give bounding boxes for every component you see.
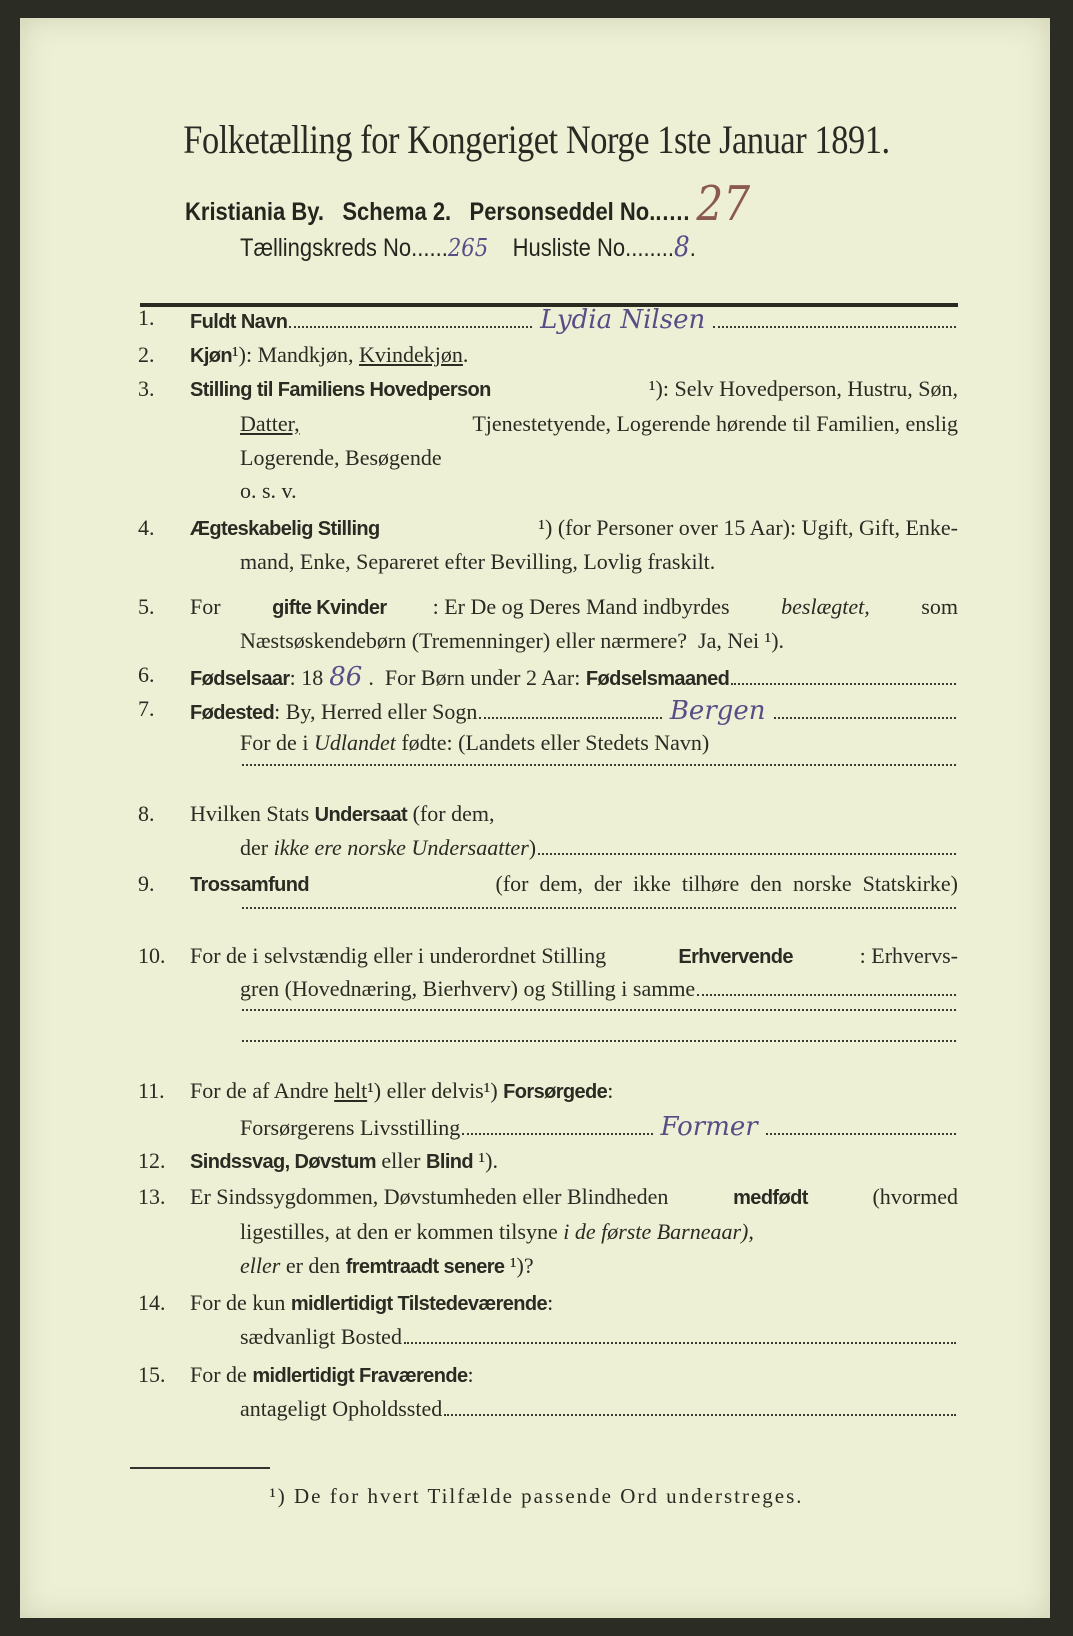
field-text: som (915, 594, 958, 619)
field-text: antageligt Opholdssted (240, 1396, 443, 1421)
field-text: o. s. v. (240, 478, 297, 503)
item-number: 6. (138, 662, 155, 687)
field-text: . (462, 342, 469, 367)
form-line (0, 1396, 1073, 1426)
line-body (190, 305, 958, 335)
form-line (0, 411, 1073, 441)
line-body (240, 1009, 958, 1016)
dotted-answer-line (404, 1342, 956, 1344)
field-label: Forsørgede (503, 1081, 608, 1103)
line-body (240, 1396, 958, 1422)
kreds-value: 265 (447, 234, 489, 262)
form-line (0, 342, 1073, 372)
line-body (240, 1112, 958, 1142)
form-line (0, 594, 1073, 624)
form-line (0, 943, 1073, 973)
form-line (0, 478, 1073, 508)
field-text: ¹): Selv Hovedperson, Hustru, Søn, (648, 376, 958, 401)
field-text: For de kun (190, 1290, 291, 1315)
line-body (240, 907, 958, 914)
field-label: medfødt (733, 1187, 808, 1209)
item-number: 2. (138, 342, 155, 367)
item-number: 12. (138, 1148, 166, 1173)
dotted-answer-line (289, 326, 532, 328)
field-text: ligestilles, at den er kommen tilsyne (240, 1219, 564, 1244)
header-line-1: Kristiania By. Schema 2. Personseddel No...... 27 (185, 176, 751, 232)
field-text: ¹): Mandkjøn, (232, 342, 360, 367)
field-text: : (467, 1362, 474, 1387)
dotted-answer-line (479, 717, 661, 719)
field-text: der (240, 835, 274, 860)
field-text: i de første Barneaar), (563, 1219, 754, 1244)
item-number: 8. (138, 801, 155, 826)
form-line (0, 1290, 1073, 1320)
field-text: ) (528, 835, 537, 860)
field-text: : (547, 1290, 554, 1315)
dotted-answer-line (697, 994, 956, 996)
field-label: midlertidigt Tilstedeværende (290, 1293, 548, 1315)
footnote-divider (130, 1467, 270, 1469)
field-text: (for dem, der ikke tilhøre den norske Statskirke) (484, 871, 958, 896)
form-line (0, 549, 1073, 579)
form-line (0, 801, 1073, 831)
line-body (240, 445, 958, 471)
item-number: 5. (138, 594, 155, 619)
husliste-value: 8 (674, 230, 690, 263)
line-body (190, 801, 958, 827)
form-line (0, 305, 1073, 335)
field-text: Logerende, Besøgende (240, 445, 442, 470)
field-label: Fødselsmaaned (585, 668, 730, 690)
dotted-answer-line (766, 1133, 956, 1135)
field-text: ¹) (for Personer over 15 Aar): Ugift, Gift, Enke- (538, 515, 958, 540)
form-line (0, 445, 1073, 475)
dotted-answer-line (444, 1414, 956, 1416)
form-line (0, 1324, 1073, 1354)
form-line (0, 696, 1073, 726)
personseddel-value: 27 (696, 176, 751, 232)
field-text: : 18 (289, 665, 324, 690)
item-number: 1. (138, 305, 155, 330)
field-label: Fødselsaar (190, 668, 290, 690)
handwritten-answer: Bergen (669, 696, 766, 726)
field-text: er den (280, 1253, 346, 1278)
line-body (240, 1324, 958, 1350)
field-label: Trossamfund (190, 874, 309, 896)
field-text: Er Sindssygdommen, Døvstumheden eller Blindheden (190, 1184, 674, 1209)
line-body (190, 1362, 958, 1388)
field-label: Fødested (190, 702, 275, 724)
field-label: Sindssvag, Døvstum (190, 1151, 376, 1173)
field-text: mand, Enke, Separeret efter Bevilling, Lovlig fraskilt. (240, 549, 716, 574)
field-text: fødte: (Landets eller Stedets Navn) (395, 730, 710, 755)
form-line (0, 1253, 1073, 1283)
line-body (190, 594, 958, 620)
field-label: Fuldt Navn (190, 311, 288, 333)
dotted-answer-line (731, 683, 956, 685)
field-text: For de (190, 1362, 253, 1387)
line-body (240, 1040, 958, 1047)
field-text: Datter, (240, 411, 300, 436)
item-number: 14. (138, 1290, 166, 1315)
field-text: Forsørgerens Livsstilling (240, 1115, 461, 1140)
dotted-answer-line (242, 1009, 956, 1011)
line-body (190, 515, 958, 541)
field-text: For (190, 594, 227, 619)
line-body (190, 943, 958, 969)
item-number: 10. (138, 943, 166, 968)
field-label: gifte Kvinder (272, 597, 387, 619)
field-text: gren (Hovednæring, Bierhverv) og Stilling i samme (240, 976, 696, 1001)
field-text: sædvanligt Bosted (240, 1324, 402, 1349)
line-body (240, 835, 958, 861)
line-body (240, 549, 958, 575)
field-text: Udlandet (313, 730, 396, 755)
line-body (240, 1253, 958, 1279)
personseddel-label: Personseddel No. (469, 198, 656, 226)
field-text: For de af Andre (190, 1078, 335, 1103)
footnote: ¹) De for hvert Tilfælde passende Ord understreges. (269, 1484, 804, 1508)
item-number: 15. (138, 1362, 166, 1387)
field-text: eller (375, 1148, 427, 1173)
field-text: : Er De og Deres Mand indbyrdes (432, 594, 736, 619)
dotted-answer-line (713, 326, 956, 328)
field-text: : (607, 1078, 614, 1103)
item-number: 11. (138, 1078, 165, 1103)
schema-label: Schema 2. (342, 198, 452, 226)
item-number: 7. (138, 696, 155, 721)
dotted-answer-line (242, 907, 956, 909)
item-number: 9. (138, 871, 155, 896)
line-body (190, 1184, 958, 1210)
form-line (0, 1009, 1073, 1039)
field-text: ¹) eller delvis¹) (367, 1078, 504, 1103)
dotted-answer-line (538, 853, 956, 855)
header-line-2: Tællingskreds No......265 Husliste No........8. (240, 230, 696, 263)
form-line (0, 1112, 1073, 1142)
form-line (0, 1148, 1073, 1178)
item-number: 3. (138, 376, 155, 401)
handwritten-answer: Lydia Nilsen (540, 305, 706, 335)
field-text: For de i selvstændig eller i underordnet Stilling (190, 943, 612, 968)
form-title: Folketælling for Kongeriget Norge 1ste Januar 1891. (183, 117, 890, 162)
handwritten-answer: 86 (329, 662, 363, 692)
form-line (0, 730, 1073, 760)
field-label: Stilling til Familiens Hovedperson (190, 379, 491, 401)
line-body (190, 1148, 958, 1174)
line-body (240, 478, 958, 504)
field-text: ¹). (473, 1148, 498, 1173)
form-line (0, 628, 1073, 658)
line-body (190, 1290, 958, 1316)
line-body (190, 662, 958, 692)
field-text: ¹)? (504, 1253, 534, 1278)
line-body (240, 411, 958, 437)
field-text: (hvormed (866, 1184, 958, 1209)
form-line (0, 764, 1073, 794)
field-text: Næstsøskendebørn (Tremenninger) eller nærmere? Ja, Nei ¹). (240, 628, 785, 653)
form-line (0, 662, 1073, 692)
field-label: midlertidigt Fraværende (252, 1365, 468, 1387)
dotted-answer-line (774, 717, 956, 719)
field-text: : Erhvervs- (859, 943, 958, 968)
line-body (190, 342, 958, 368)
field-text: Hvilken Stats (190, 801, 315, 826)
husliste-label: Husliste No. (512, 234, 632, 262)
form-line (0, 376, 1073, 406)
field-label: Undersaat (314, 804, 408, 826)
line-body (190, 696, 958, 726)
form-line (0, 1184, 1073, 1214)
field-label: Ægteskabelig Stilling (190, 518, 380, 540)
field-label: Erhvervende (678, 946, 793, 968)
form-line (0, 835, 1073, 865)
form-line (0, 1078, 1073, 1108)
form-line (0, 907, 1073, 937)
line-body (240, 1219, 958, 1245)
line-body (190, 1078, 958, 1104)
line-body (190, 871, 958, 897)
form-line (0, 515, 1073, 545)
field-label: Kjøn (190, 345, 233, 367)
field-text: For de i (240, 730, 314, 755)
field-label: Blind (426, 1151, 474, 1173)
dotted-answer-line (242, 764, 956, 766)
form-line (0, 1040, 1073, 1070)
item-number: 13. (138, 1184, 166, 1209)
line-body (240, 976, 958, 1002)
field-text: ikke ere norske Undersaatter (273, 835, 529, 860)
item-number: 4. (138, 515, 155, 540)
field-text: helt (334, 1078, 368, 1103)
kreds-label: Tællingskreds No. (240, 234, 418, 262)
field-label: fremtraadt senere (345, 1256, 505, 1278)
form-line (0, 976, 1073, 1006)
field-text: (for dem, (407, 801, 495, 826)
field-text: Kvindekjøn (359, 342, 463, 367)
form-line (0, 1362, 1073, 1392)
form-line (0, 871, 1073, 901)
field-text: Tjenestetyende, Logerende hørende til Familien, enslig (467, 411, 958, 436)
dotted-answer-line (242, 1040, 956, 1042)
field-text: . For Børn under 2 Aar: (368, 665, 586, 690)
dotted-answer-line (462, 1133, 652, 1135)
field-text: : By, Herred eller Sogn (274, 699, 478, 724)
line-body (240, 764, 958, 771)
line-body (240, 628, 958, 654)
field-text: eller (240, 1253, 281, 1278)
line-body (190, 376, 958, 402)
handwritten-answer: Former (660, 1112, 758, 1142)
city-label: Kristiania By. (185, 198, 324, 226)
line-body (240, 730, 958, 756)
field-text: beslægtet, (781, 594, 870, 619)
form-line (0, 1219, 1073, 1249)
